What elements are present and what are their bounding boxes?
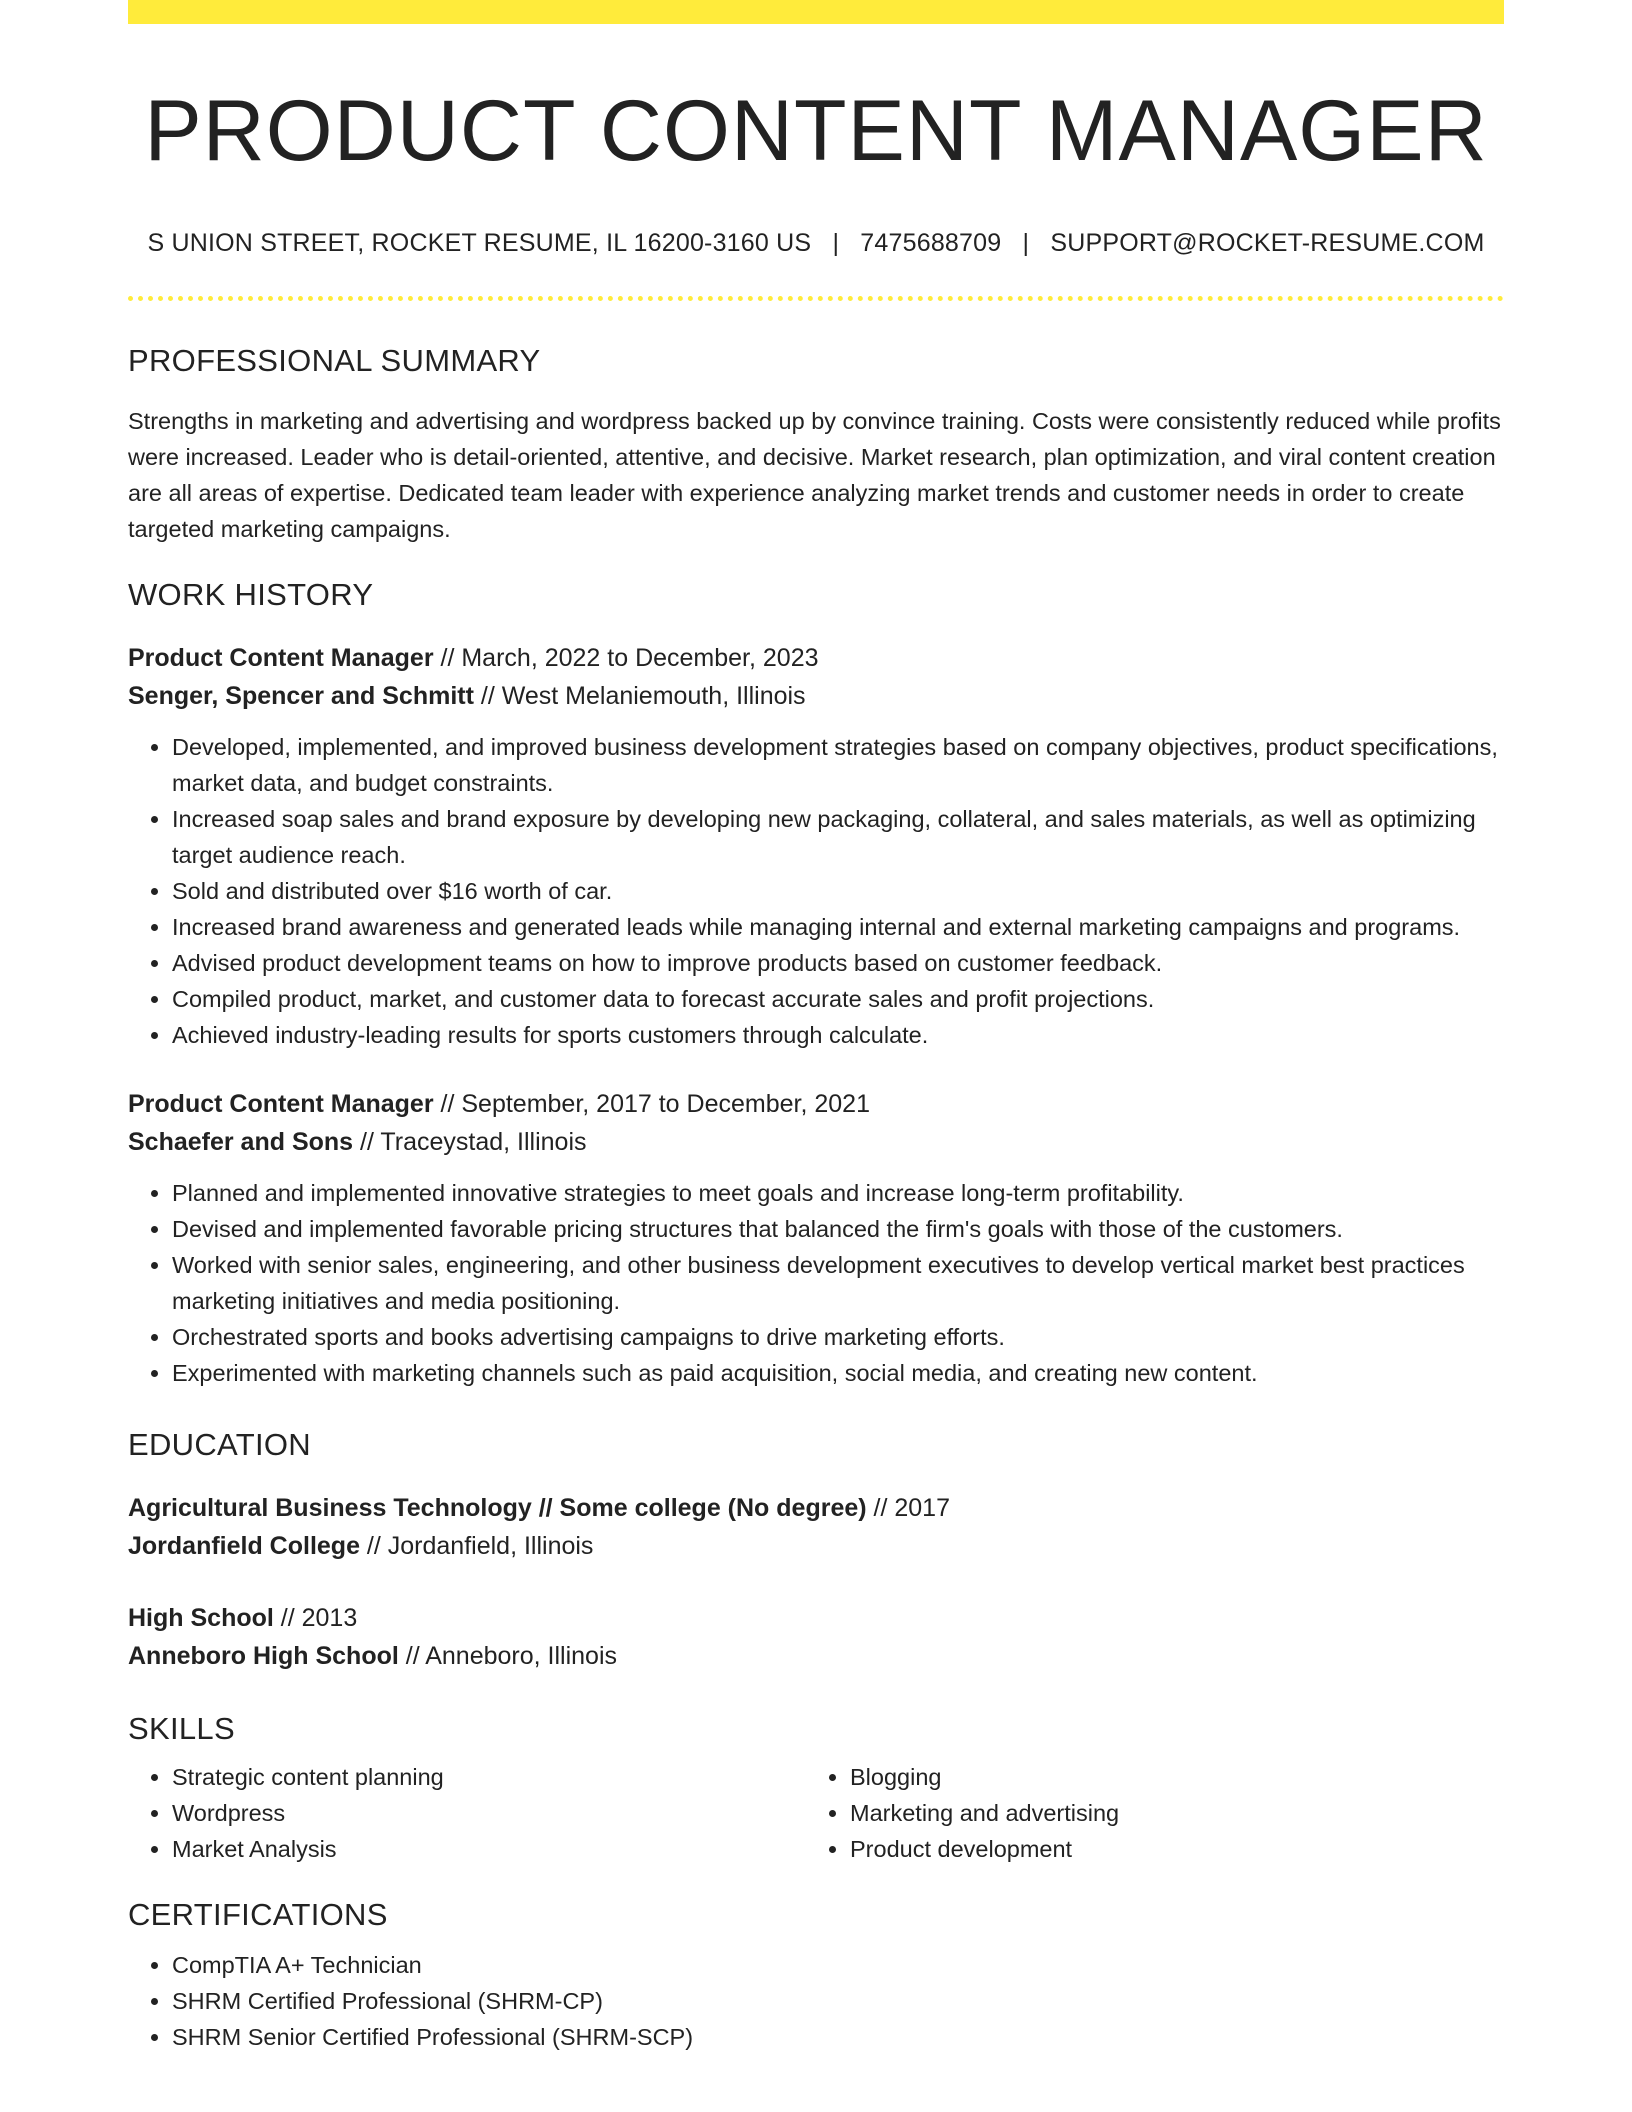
education-degree-line (128, 1489, 1504, 1527)
list-item: • Increased soap sales and brand exposure by developing new packaging, collateral, and sales materials, as well as optimizing target audience reach. (172, 801, 1504, 873)
contact-phone: 7475688709 (860, 228, 1002, 257)
accent-top-bar (128, 0, 1504, 24)
education-school-line (128, 1527, 1504, 1565)
list-item: • Compiled product, market, and customer data to forecast accurate sales and profit projections. (172, 981, 1504, 1017)
job-company-line (128, 1123, 1504, 1161)
education-degree-line (128, 1599, 1504, 1637)
job-bullets (128, 1175, 1504, 1391)
list-item: • Experimented with marketing channels such as paid acquisition, social media, and creating new content. (172, 1355, 1504, 1391)
job-role-line (128, 1085, 1504, 1123)
contact-separator: | (832, 228, 840, 257)
contact-line (128, 229, 1504, 258)
contact-email: SUPPORT@ROCKET-RESUME.COM (1050, 228, 1485, 257)
skills-right-column (806, 1759, 1490, 1867)
job-company: Senger, Spencer and Schmitt (128, 681, 474, 710)
list-item: • SHRM Senior Certified Professional (SHRM-SCP) (172, 2019, 1504, 2055)
contact-separator: | (1022, 228, 1030, 257)
job-role: Product Content Manager (128, 1089, 434, 1118)
job-role: Product Content Manager (128, 643, 434, 672)
list-item: • Market Analysis (172, 1831, 806, 1867)
dotted-divider (128, 296, 1504, 301)
education-degree: High School (128, 1603, 274, 1632)
list-item: • Product development (850, 1831, 1490, 1867)
education-entry-2 (128, 1599, 1504, 1675)
skills-columns (128, 1759, 1504, 1867)
candidate-title: PRODUCT CONTENT MANAGER (144, 83, 1488, 179)
job-role-line (128, 639, 1504, 677)
job-entry-2 (128, 1085, 1504, 1391)
list-item: • Devised and implemented favorable pricing structures that balanced the firm's goals with those of the customers. (172, 1211, 1504, 1247)
skills-left-column (128, 1759, 806, 1867)
job-location: // West Melaniemouth, Illinois (473, 681, 806, 710)
list-item: • Achieved industry-leading results for sports customers through calculate. (172, 1017, 1504, 1053)
certifications-heading: CERTIFICATIONS (128, 1896, 388, 1932)
list-item: • Worked with senior sales, engineering, and other business development executives to develop vertical market best practices marketing initiatives and media positioning. (172, 1247, 1504, 1319)
list-item: • Orchestrated sports and books advertising campaigns to drive marketing efforts. (172, 1319, 1504, 1355)
education-year: // 2013 (273, 1603, 358, 1632)
job-company: Schaefer and Sons (128, 1127, 354, 1156)
summary-text: Strengths in marketing and advertising and wordpress backed up by convince training. Costs were consistently reduced while profits were increased. Leader who is detail-oriented, attentive, and decisive. Market research, plan optimization, and viral content creation are all areas of expertise. Dedicated team leader with experience analyzing market trends and customer needs in order to create targeted marketing campaigns. (128, 407, 1501, 542)
summary-heading: PROFESSIONAL SUMMARY (128, 342, 541, 378)
job-company-line (128, 677, 1504, 715)
job-dates: // September, 2017 to December, 2021 (433, 1089, 870, 1118)
education-school: Anneboro High School (128, 1641, 399, 1670)
list-item: • Developed, implemented, and improved business development strategies based on company objectives, product specifications, market data, and budget constraints. (172, 729, 1504, 801)
list-item: • Planned and implemented innovative strategies to meet goals and increase long-term profitability. (172, 1175, 1504, 1211)
education-location: // Anneboro, Illinois (398, 1641, 618, 1670)
education-school-line (128, 1637, 1504, 1675)
list-item: • SHRM Certified Professional (SHRM-CP) (172, 1983, 1504, 2019)
job-entry-1 (128, 639, 1504, 1053)
list-item: • Wordpress (172, 1795, 806, 1831)
list-item: • Marketing and advertising (850, 1795, 1490, 1831)
work-history-heading: WORK HISTORY (128, 576, 374, 612)
education-entry-1 (128, 1489, 1504, 1565)
education-degree: Agricultural Business Technology // Some college (No degree) (128, 1493, 867, 1522)
certifications-list (128, 1947, 1504, 2055)
list-item: • Strategic content planning (172, 1759, 806, 1795)
list-item: • CompTIA A+ Technician (172, 1947, 1504, 1983)
education-school: Jordanfield College (128, 1531, 360, 1560)
job-bullets (128, 729, 1504, 1053)
list-item: • Sold and distributed over $16 worth of car. (172, 873, 1504, 909)
skills-heading: SKILLS (128, 1710, 235, 1746)
list-item: • Increased brand awareness and generated leads while managing internal and external marketing campaigns and programs. (172, 909, 1504, 945)
education-location: // Jordanfield, Illinois (359, 1531, 594, 1560)
list-item: • Blogging (850, 1759, 1490, 1795)
job-location: // Traceystad, Illinois (353, 1127, 587, 1156)
education-heading: EDUCATION (128, 1426, 311, 1462)
contact-address: S UNION STREET, ROCKET RESUME, IL 16200-3160 US (147, 228, 812, 257)
resume-content (128, 0, 1504, 2055)
job-dates: // March, 2022 to December, 2023 (433, 643, 819, 672)
list-item: • Advised product development teams on how to improve products based on customer feedback. (172, 945, 1504, 981)
education-year: // 2017 (866, 1493, 950, 1522)
